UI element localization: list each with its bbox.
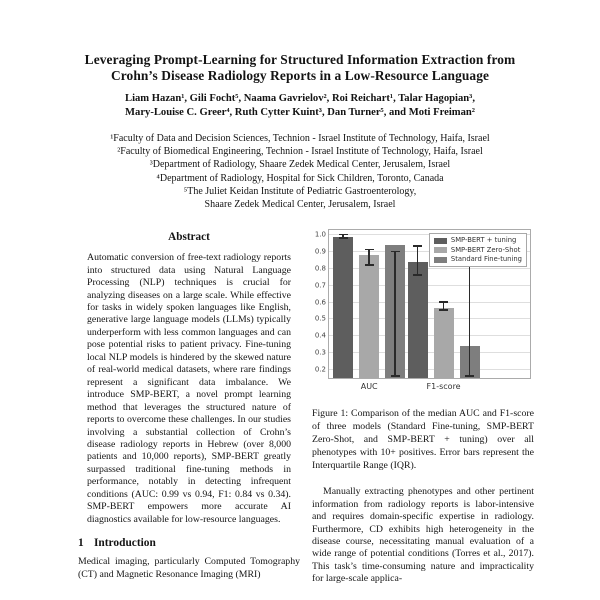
legend-swatch (434, 238, 447, 244)
y-tick-label: 0.9 (314, 247, 326, 256)
affiliation-5-cont: Shaare Zedek Medical Center, Jerusalem, Israel (204, 199, 396, 211)
affiliation-2: ²Faculty of Biomedical Engineering, Technion - Israel Institute of Technology, Haifa, Israel (117, 146, 483, 158)
bar-SMP-BERT + tuning (408, 230, 428, 378)
section-title: Introduction (94, 537, 156, 550)
legend-label: SMP-BERT Zero-Shot (450, 245, 521, 254)
y-tick-label: 0.4 (314, 331, 326, 340)
figure1-caption: Figure 1: Comparison of the median AUC and F1-score of three models (Standard Fine-tuning, SMP-BERT Zero-Shot, and SMP-BERT + tuning) over all phenotypes with 10+ positives. Error bars represent the Interquartile Range (IQR). (312, 408, 534, 472)
error-bar-cap-top (339, 234, 348, 236)
x-tick-label: AUC (360, 382, 378, 392)
affiliation-5: ⁵The Juliet Keidan Institute of Pediatric Gastroenterology, (183, 185, 417, 197)
error-bar (469, 252, 471, 376)
bar-rect (359, 255, 379, 378)
affiliation-3: ³Department of Radiology, Shaare Zedek Medical Center, Jerusalem, Israel (149, 159, 451, 171)
y-tick-label: 0.5 (314, 314, 326, 323)
bar-rect (333, 237, 353, 378)
y-tick-label: 0.3 (314, 348, 326, 357)
figure1-plot (314, 229, 531, 392)
author-list (0, 92, 600, 119)
affiliation-4: ⁴Department of Radiology, Hospital for Sick Children, Toronto, Canada (156, 172, 444, 184)
paper-title: Leveraging Prompt-Learning for Structured Information Extraction from Crohn’s Disease Radiology Reports in a Low-Resource Language (84, 52, 516, 83)
error-bar-cap-top (391, 251, 400, 253)
figure-1 (312, 225, 534, 472)
error-bar-cap-bottom (365, 264, 374, 266)
affiliations (0, 132, 600, 211)
abstract-heading: Abstract (168, 231, 210, 244)
legend-label: Standard Fine-tuning (450, 255, 522, 264)
error-bar-cap-bottom (391, 375, 400, 377)
paper-header (0, 0, 600, 211)
error-bar-cap-bottom (439, 309, 448, 311)
body-paragraph: Manually extracting phenotypes and other pertinent information from radiology reports is labor-intensive and requires domain-specific expertise in radiology. Furthermore, CD exhibits high heterogeneity in the disease course, necessitating manual evaluation of a wide range of potential conditions (Torres et al., 2017). This task’s time-consuming nature and impracticality for large-scale applica- (312, 486, 534, 585)
error-bar (394, 252, 396, 376)
y-tick-label: 1.0 (314, 230, 326, 239)
y-tick-label: 0.7 (314, 281, 326, 290)
legend-label: SMP-BERT + tuning (450, 236, 517, 245)
authors-line-2: Mary-Louise C. Greer⁴, Ruth Cytter Kuint³, Dan Turner⁵, and Moti Freiman² (125, 106, 475, 118)
figure1-legend (429, 233, 527, 267)
legend-entry (434, 256, 522, 263)
error-bar-cap-top (365, 249, 374, 251)
y-tick-label: 0.2 (314, 365, 326, 374)
error-bar-cap-bottom (465, 375, 474, 377)
bar-rect (408, 262, 428, 378)
left-column (78, 225, 300, 586)
error-bar-cap-bottom (413, 274, 422, 276)
error-bar-cap-top (439, 301, 448, 303)
error-bar-cap-top (413, 245, 422, 247)
legend-swatch (434, 257, 447, 263)
error-bar (417, 247, 419, 276)
bar-SMP-BERT + tuning (333, 230, 353, 378)
introduction-text: Medical imaging, particularly Computed Tomography (CT) and Magnetic Resonance Imaging (MRI) (78, 556, 300, 580)
figure1-bar-chart (312, 225, 534, 397)
x-tick-label: F1-score (426, 382, 461, 392)
bar-SMP-BERT Zero-Shot (359, 230, 379, 378)
y-tick-label: 0.8 (314, 264, 326, 273)
right-column (312, 225, 534, 586)
section-heading-introduction (78, 537, 300, 549)
two-column-body (78, 225, 534, 586)
authors-line-1: Liam Hazan¹, Gili Focht⁵, Naama Gavrielov², Roi Reichart¹, Talar Hagopian³, (125, 93, 475, 105)
affiliation-1: ¹Faculty of Data and Decision Sciences, Technion - Israel Institute of Technology, Haifa, Israel (110, 133, 490, 144)
legend-entry (434, 237, 522, 244)
section-number: 1 (78, 537, 84, 550)
bar-Standard Fine-tuning (385, 230, 405, 378)
abstract-text: Automatic conversion of free-text radiology reports into structured data using Natural Language Processing (NLP) techniques is crucial for analyzing diseases on a large scale. While effective for tasks in widely spoken languages like English, generative large language models (LLMs) typically underperform with less common languages and can pose potential risks to patient privacy. Fine-tuning local NLP models is hindered by the skewed nature of real-world medical datasets, where rare findings represent a significant data imbalance. We introduce SMP-BERT, a novel prompt learning method that leverages the structured nature of reports to overcome these challenges. In our studies involving a substantial collection of Crohn’s disease radiology reports in Hebrew (over 8,000 patients and 10,000 reports), SMP-BERT greatly surpassed traditional fine-tuning methods in performance, notably in detecting infrequent conditions (AUC: 0.99 vs 0.94, F1: 0.84 vs 0.34). SMP-BERT empowers more accurate AI diagnostics available for low-resource languages. (87, 252, 291, 525)
legend-entry (434, 247, 522, 254)
error-bar-cap-bottom (339, 237, 348, 239)
legend-swatch (434, 247, 447, 253)
y-tick-label: 0.6 (314, 298, 326, 307)
bar-rect (434, 308, 454, 379)
bar-group-AUC (330, 230, 408, 378)
